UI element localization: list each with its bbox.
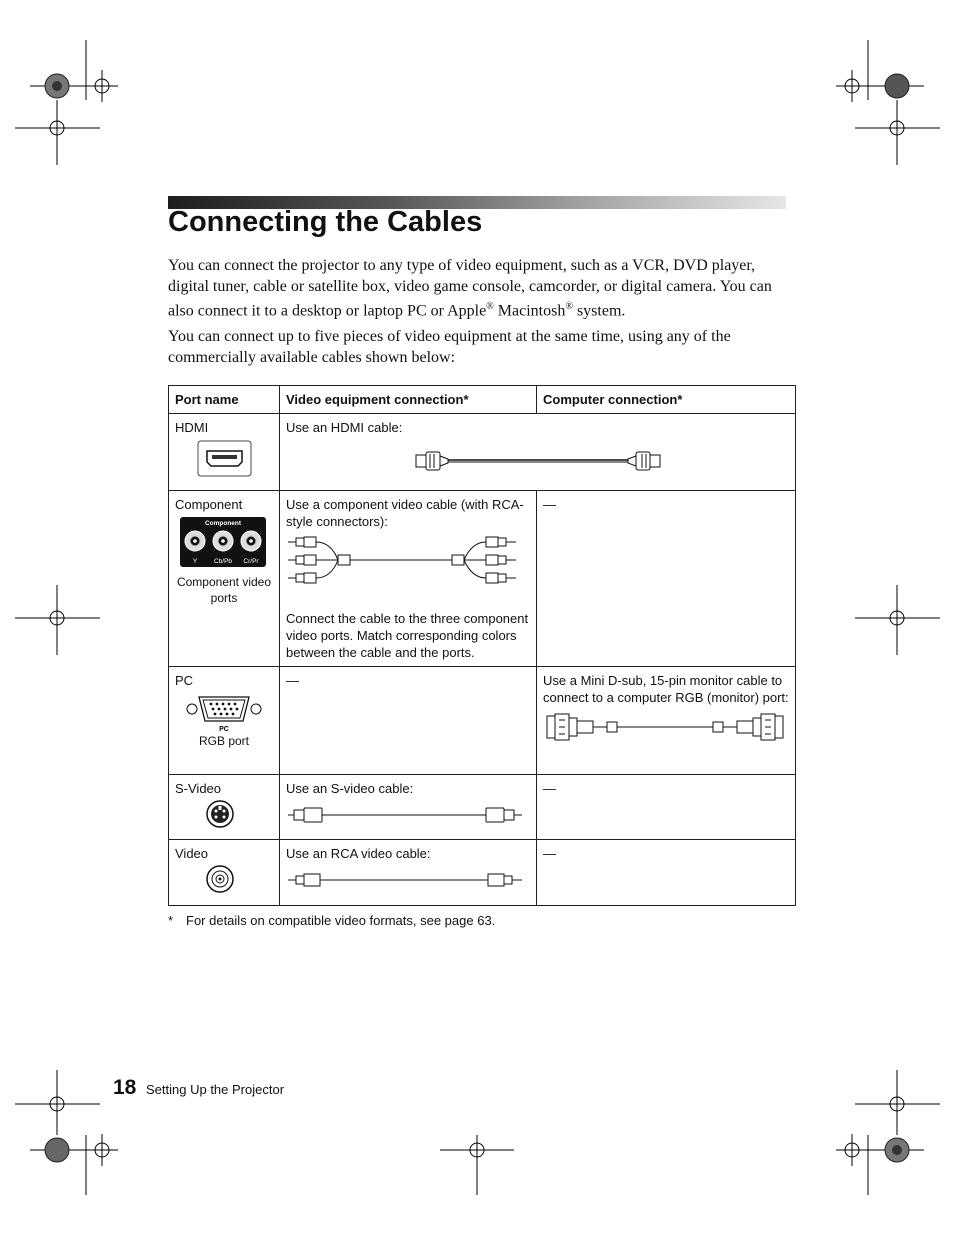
component-ports-icon bbox=[179, 516, 267, 568]
component-panel-label: Component bbox=[204, 520, 242, 527]
table-row bbox=[169, 414, 796, 491]
port-cell-pc bbox=[169, 667, 280, 775]
port-cell-video bbox=[169, 840, 280, 906]
page-number: 18 bbox=[113, 1076, 137, 1099]
port-name: PC bbox=[175, 673, 194, 688]
rgb-port-caption: RGB port bbox=[198, 734, 249, 748]
header-port-name: Port name bbox=[169, 386, 280, 414]
rca-computer-cell: — bbox=[537, 840, 796, 906]
port-name: S-Video bbox=[175, 781, 222, 796]
svideo-video-cell bbox=[280, 775, 537, 840]
footnote-text: For details on compatible video formats, see page 63. bbox=[186, 913, 496, 928]
footnote-marker: * bbox=[168, 913, 174, 928]
hdmi-cable-icon bbox=[414, 448, 674, 474]
port-cell-component bbox=[169, 491, 280, 667]
port-cell-svideo bbox=[169, 775, 280, 840]
table-footnote bbox=[168, 913, 495, 928]
component-cable-icon bbox=[286, 532, 526, 592]
rca-port-icon bbox=[205, 864, 235, 894]
rca-instruction: Use an RCA video cable: bbox=[286, 846, 431, 861]
hdmi-instruction: Use an HDMI cable: bbox=[286, 420, 403, 435]
rca-video-cell bbox=[280, 840, 537, 906]
svideo-computer-cell: — bbox=[537, 775, 796, 840]
svideo-cable-icon bbox=[286, 805, 526, 825]
rca-cable-icon bbox=[286, 870, 526, 890]
section-name: Setting Up the Projector bbox=[146, 1082, 285, 1097]
vga-cable-icon bbox=[545, 712, 785, 742]
port-name: HDMI bbox=[175, 420, 209, 435]
component-video-cell bbox=[280, 491, 537, 667]
cb-port-label: Cb/Pb bbox=[213, 558, 233, 565]
vga-port-icon bbox=[185, 693, 263, 733]
table-row bbox=[169, 491, 796, 667]
component-computer-cell: — bbox=[537, 491, 796, 667]
component-instruction: Use a component video cable (with RCA-style connectors): bbox=[286, 497, 524, 529]
header-video-connection: Video equipment connection* bbox=[280, 386, 537, 414]
hdmi-port-icon bbox=[197, 440, 253, 478]
intro-paragraph-2: You can connect up to five pieces of video equipment at the same time, using any of the commercially available cables shown below: bbox=[168, 328, 731, 366]
pc-instruction: Use a Mini D-sub, 15-pin monitor cable to connect to a computer RGB (monitor) port: bbox=[543, 673, 789, 705]
intro-paragraph-1: You can connect the projector to any type of video equipment, such as a VCR, DVD player, digital tuner, cable or satellite box, video game console, camcorder, or digital camera. You can also connect it to a desktop or laptop PC or Apple® Macintosh® system. bbox=[168, 257, 772, 320]
table-header-row bbox=[169, 386, 796, 414]
cr-port-label: Cr/Pr bbox=[243, 558, 259, 565]
port-cell-hdmi bbox=[169, 414, 280, 491]
header-computer-connection: Computer connection* bbox=[537, 386, 796, 414]
hdmi-video-cell bbox=[280, 414, 796, 491]
y-port-label: Y bbox=[192, 558, 198, 565]
table-row bbox=[169, 667, 796, 775]
pc-video-cell: — bbox=[280, 667, 537, 775]
svideo-port-icon bbox=[205, 799, 235, 829]
component-ports-caption: Component video ports bbox=[176, 575, 272, 605]
port-name: Component bbox=[175, 497, 243, 512]
pc-port-label: PC bbox=[219, 726, 229, 733]
page-title: Connecting the Cables bbox=[168, 206, 483, 238]
table-row bbox=[169, 775, 796, 840]
port-name: Video bbox=[175, 846, 209, 861]
cable-connection-table bbox=[168, 385, 796, 906]
table-row bbox=[169, 840, 796, 906]
pc-computer-cell bbox=[537, 667, 796, 775]
svideo-instruction: Use an S-video cable: bbox=[286, 781, 414, 796]
component-note: Connect the cable to the three component video ports. Match corresponding colors between the cable and the ports. bbox=[286, 611, 529, 660]
